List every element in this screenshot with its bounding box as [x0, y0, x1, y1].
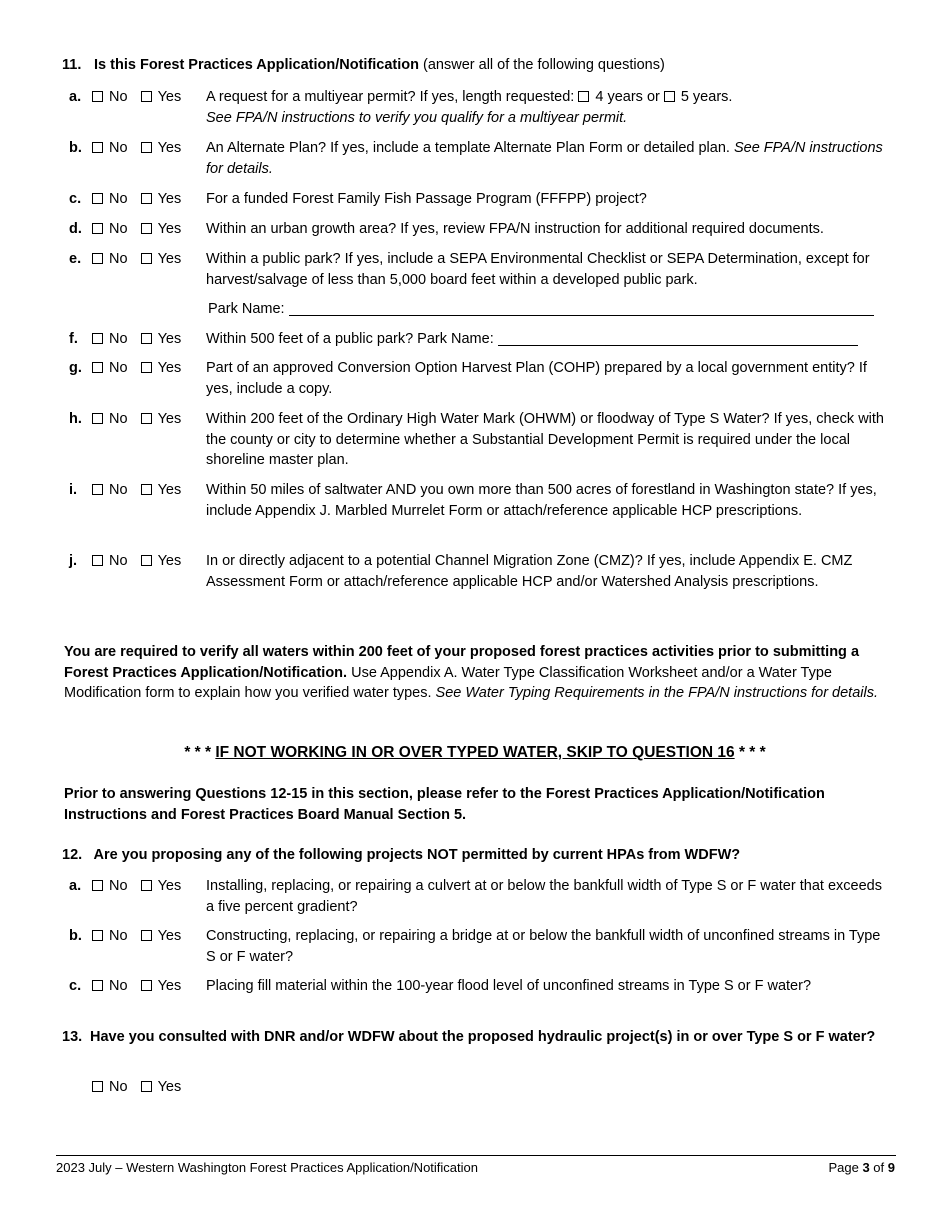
q11j-yes-checkbox[interactable] — [141, 555, 152, 566]
yes-label: Yes — [157, 251, 182, 267]
q11b-no-option[interactable] — [92, 138, 128, 159]
q11h-text: Within 200 feet of the Ordinary High Water Mark (OHWM) or floodway of Type S Water? If yes, check with the county or city to determine whether a Substantial Development Permit is required under the local shoreline master plan. — [206, 411, 884, 468]
q11b-yes-checkbox[interactable] — [141, 142, 152, 153]
q11-note: (answer all of the following questions) — [423, 57, 665, 73]
yes-label: Yes — [157, 360, 182, 376]
q12a-yes-option[interactable] — [141, 876, 182, 897]
q11d-no-checkbox[interactable] — [92, 223, 103, 234]
q11e-no-option[interactable] — [92, 249, 128, 270]
q13-options — [92, 1077, 190, 1098]
q12c-options — [92, 976, 190, 997]
verify-waters-paragraph — [64, 642, 884, 704]
q11-number: 11. — [62, 57, 82, 73]
q12b-letter: b. — [69, 928, 82, 944]
q11f-text — [206, 329, 886, 350]
skip-banner-prefix: * * * — [184, 744, 216, 761]
q11h-letter: h. — [69, 411, 82, 427]
q11j-options — [92, 551, 190, 572]
q11c-yes-option[interactable] — [141, 189, 182, 210]
q12c-no-option[interactable] — [92, 976, 128, 997]
q11g-no-option[interactable] — [92, 358, 128, 379]
q11-heading — [62, 55, 892, 76]
no-label: No — [109, 140, 128, 156]
q11j-no-checkbox[interactable] — [92, 555, 103, 566]
no-label: No — [109, 928, 128, 944]
q11f-no-option[interactable] — [92, 329, 128, 350]
q11e-letter: e. — [69, 251, 82, 267]
q11b-text — [206, 138, 886, 179]
q11a-options — [92, 87, 190, 108]
q12b-yes-checkbox[interactable] — [141, 930, 152, 941]
no-label: No — [109, 482, 128, 498]
q11f-yes-option[interactable] — [141, 329, 182, 350]
page-total: 9 — [887, 1160, 895, 1175]
q11a-question: A request for a multiyear permit? If yes, length requested: — [206, 89, 579, 105]
no-label: No — [109, 553, 128, 569]
q11g-no-checkbox[interactable] — [92, 362, 103, 373]
q11e-park-name-field[interactable] — [289, 301, 874, 316]
q11-title: Is this Forest Practices Application/Notification — [94, 57, 419, 73]
q13-no-checkbox[interactable] — [92, 1081, 103, 1092]
q11b-no-checkbox[interactable] — [92, 142, 103, 153]
no-label: No — [109, 251, 128, 267]
q11g-text: Part of an approved Conversion Option Harvest Plan (COHP) prepared by a local government entity? If yes, include a copy. — [206, 360, 867, 397]
q12-heading — [62, 845, 892, 866]
q12c-text: Placing fill material within the 100-year flood level of unconfined streams in Type S or F water? — [206, 978, 812, 994]
yes-label: Yes — [157, 140, 182, 156]
q11c-no-checkbox[interactable] — [92, 193, 103, 204]
q11b-options — [92, 138, 190, 159]
q11b-instructions: See FPA/N instructions for details. — [206, 140, 883, 177]
q12a-yes-checkbox[interactable] — [141, 880, 152, 891]
footer-document-title: 2023 July – Western Washington Forest Practices Application/Notification — [56, 1160, 478, 1175]
q11a-letter: a. — [69, 89, 82, 105]
yes-label: Yes — [157, 978, 182, 994]
q12a-letter: a. — [69, 878, 82, 894]
q11d-text: Within an urban growth area? If yes, review FPA/N instruction for additional required documents. — [206, 221, 824, 237]
q13-yes-option[interactable] — [141, 1077, 182, 1098]
q12a-no-option[interactable] — [92, 876, 128, 897]
q11d-yes-checkbox[interactable] — [141, 223, 152, 234]
q11g-yes-option[interactable] — [141, 358, 182, 379]
q11g-letter: g. — [69, 360, 82, 376]
page-of: of — [869, 1160, 888, 1175]
q11e-text: Within a public park? If yes, include a SEPA Environmental Checklist or SEPA Determination, except for harvest/salvage of less than 5,000 board feet within a developed public park. — [206, 251, 870, 288]
q11f-yes-checkbox[interactable] — [141, 333, 152, 344]
skip-banner-suffix: * * * — [734, 744, 766, 761]
q11i-text: Within 50 miles of saltwater AND you own more than 500 acres of forestland in Washington state? If yes, include Appendix J. Marbled Murrelet Form or attach/reference applicable HCP prescriptions. — [206, 482, 877, 519]
q11i-yes-checkbox[interactable] — [141, 484, 152, 495]
q11j-letter: j. — [69, 553, 78, 569]
q12a-text: Installing, replacing, or repairing a culvert at or below the bankfull width of Type S or F water that exceeds a five percent gradient? — [206, 878, 882, 915]
q13-yes-checkbox[interactable] — [141, 1081, 152, 1092]
q13-title: Have you consulted with DNR and/or WDFW about the proposed hydraulic project(s) in or over Type S or F water? — [90, 1029, 876, 1045]
q11e-yes-option[interactable] — [141, 249, 182, 270]
q12c-no-checkbox[interactable] — [92, 980, 103, 991]
q11f-no-checkbox[interactable] — [92, 333, 103, 344]
q12b-options — [92, 926, 190, 947]
q11i-yes-option[interactable] — [141, 480, 182, 501]
q11i-options — [92, 480, 190, 501]
q11a-4years-label: 4 years or — [595, 89, 660, 105]
q11c-letter: c. — [69, 191, 82, 207]
q11f-letter: f. — [69, 331, 78, 347]
q11f-options — [92, 329, 190, 350]
page-current: 3 — [862, 1160, 870, 1175]
q11a-5years-label: 5 years. — [680, 89, 733, 105]
q11f-question: Within 500 feet of a public park? Park Name: — [206, 331, 494, 347]
verify-waters-instructions: See Water Typing Requirements in the FPA/N instructions for details. — [435, 685, 878, 701]
q11e-options — [92, 249, 190, 270]
q11c-options — [92, 189, 190, 210]
q12a-options — [92, 876, 190, 897]
q11a-yes-checkbox[interactable] — [141, 91, 152, 102]
q11d-yes-option[interactable] — [141, 219, 182, 240]
q11c-text: For a funded Forest Family Fish Passage Program (FFFPP) project? — [206, 191, 647, 207]
q12-number: 12. — [62, 847, 83, 863]
q11j-no-option[interactable] — [92, 551, 128, 572]
footer-page-number — [828, 1158, 895, 1179]
no-label: No — [109, 978, 128, 994]
q13-no-option[interactable] — [92, 1077, 128, 1098]
no-label: No — [109, 878, 128, 894]
q11a-text — [206, 87, 886, 128]
q11b-yes-option[interactable] — [141, 138, 182, 159]
yes-label: Yes — [157, 411, 182, 427]
yes-label: Yes — [157, 331, 182, 347]
q11g-options — [92, 358, 190, 379]
q11f-park-name-field[interactable] — [498, 331, 858, 346]
q12c-yes-checkbox[interactable] — [141, 980, 152, 991]
q11h-no-option[interactable] — [92, 409, 128, 430]
q11b-letter: b. — [69, 140, 82, 156]
q11h-no-checkbox[interactable] — [92, 413, 103, 424]
verify-waters-bold: You are required to verify all waters within 200 feet of your proposed forest practices activities prior to submitting a Forest Practices Application/Notification. — [64, 644, 860, 681]
q11h-yes-option[interactable] — [141, 409, 182, 430]
q11i-no-checkbox[interactable] — [92, 484, 103, 495]
q13-number: 13. — [62, 1029, 83, 1045]
q12b-no-checkbox[interactable] — [92, 930, 103, 941]
q12-title: Are you proposing any of the following projects NOT permitted by current HPAs from WDFW? — [93, 847, 741, 863]
q11c-yes-checkbox[interactable] — [141, 193, 152, 204]
q11e-yes-checkbox[interactable] — [141, 253, 152, 264]
q11i-letter: i. — [69, 482, 78, 498]
yes-label: Yes — [157, 482, 182, 498]
yes-label: Yes — [157, 1079, 182, 1095]
q11b-question: An Alternate Plan? If yes, include a template Alternate Plan Form or detailed plan. — [206, 140, 730, 156]
q11j-yes-option[interactable] — [141, 551, 182, 572]
yes-label: Yes — [157, 878, 182, 894]
yes-label: Yes — [157, 221, 182, 237]
q11g-yes-checkbox[interactable] — [141, 362, 152, 373]
q11a-yes-option[interactable] — [141, 87, 182, 108]
q11i-no-option[interactable] — [92, 480, 128, 501]
q11d-no-option[interactable] — [92, 219, 128, 240]
yes-label: Yes — [157, 89, 182, 105]
no-label: No — [109, 411, 128, 427]
prior-instructions-paragraph: Prior to answering Questions 12-15 in this section, please refer to the Forest Practices Application/Notification Instructions and Forest Practices Board Manual Section 5. — [64, 786, 825, 823]
q12b-yes-option[interactable] — [141, 926, 182, 947]
q11d-options — [92, 219, 190, 240]
q11a-4years-option[interactable] — [578, 87, 659, 108]
q13-heading — [62, 1027, 892, 1048]
q12c-yes-option[interactable] — [141, 976, 182, 997]
q11d-letter: d. — [69, 221, 82, 237]
q11e-park-name-label: Park Name: — [208, 301, 285, 317]
verify-waters-text: Use Appendix A. Water Type Classification Worksheet and/or a Water Type Modification form to explain how you verified water types. — [64, 664, 832, 701]
skip-banner-text: IF NOT WORKING IN OR OVER TYPED WATER, SKIP TO QUESTION 16 — [215, 744, 735, 761]
q11e-no-checkbox[interactable] — [92, 253, 103, 264]
q11j-text: In or directly adjacent to a potential Channel Migration Zone (CMZ)? If yes, include Appendix E. CMZ Assessment Form or attach/reference applicable HCP and/or Watershed Analysis prescriptions. — [206, 553, 853, 590]
q12b-no-option[interactable] — [92, 926, 128, 947]
q11c-no-option[interactable] — [92, 189, 128, 210]
page-prefix: Page — [828, 1160, 863, 1175]
q11a-4years-checkbox[interactable] — [578, 91, 589, 102]
no-label: No — [109, 1079, 128, 1095]
q11a-no-option[interactable] — [92, 87, 128, 108]
no-label: No — [109, 221, 128, 237]
no-label: No — [109, 331, 128, 347]
q11a-5years-checkbox[interactable] — [664, 91, 675, 102]
no-label: No — [109, 89, 128, 105]
no-label: No — [109, 360, 128, 376]
q11a-instructions: See FPA/N instructions to verify you qualify for a multiyear permit. — [206, 109, 628, 126]
q11h-options — [92, 409, 190, 430]
skip-banner — [0, 743, 950, 764]
q11a-5years-option[interactable] — [664, 87, 733, 108]
yes-label: Yes — [157, 928, 182, 944]
no-label: No — [109, 191, 128, 207]
q11h-yes-checkbox[interactable] — [141, 413, 152, 424]
q12b-text: Constructing, replacing, or repairing a bridge at or below the bankfull width of unconfined streams in Type S or F water? — [206, 928, 881, 965]
q12c-letter: c. — [69, 978, 82, 994]
yes-label: Yes — [157, 553, 182, 569]
q11a-no-checkbox[interactable] — [92, 91, 103, 102]
q12a-no-checkbox[interactable] — [92, 880, 103, 891]
yes-label: Yes — [157, 191, 182, 207]
q11e-park-name-row — [208, 299, 874, 320]
footer-divider — [56, 1155, 896, 1156]
